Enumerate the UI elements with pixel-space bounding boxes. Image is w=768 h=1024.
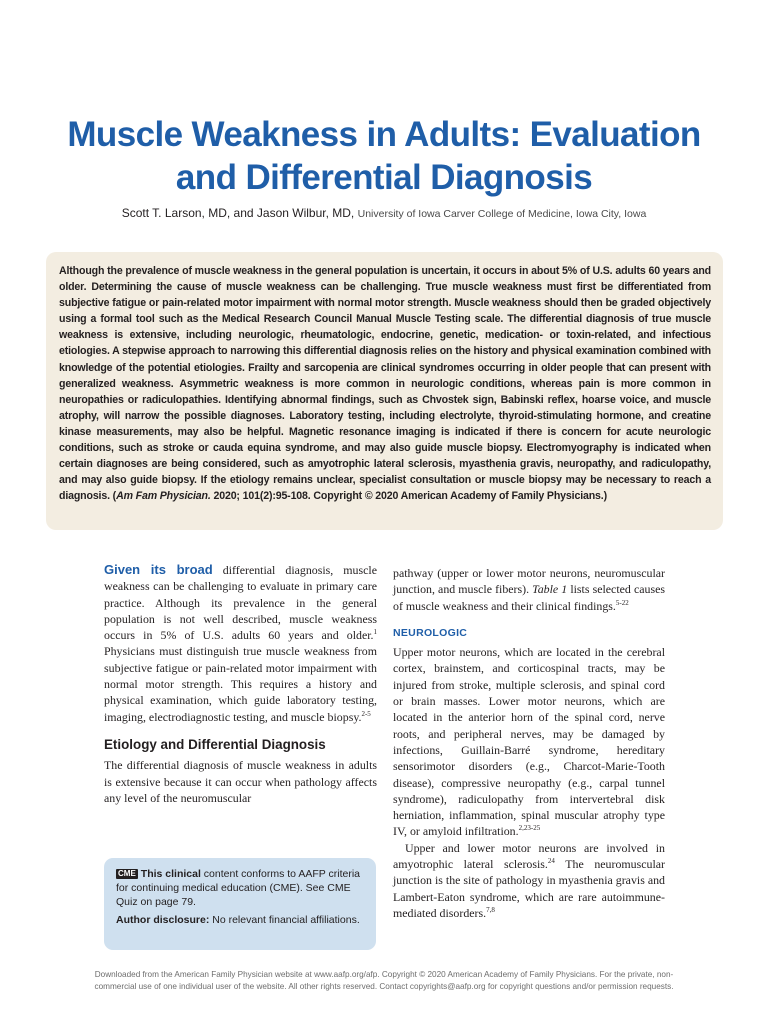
intro-text: differential diagnosis, muscle weakness can be challenging to evaluate in primary care practice. Although its prevalence in the general population is not well described, muscle weakness occurs in 5% of U.S. adults 60 years and older. [104,563,377,643]
ref-superscript: 2,23-25 [518,824,541,833]
ref-superscript: 1 [373,628,377,637]
cme-logo: CME [118,869,136,878]
disclosure-label: Author disclosure: [116,914,210,926]
authors: Scott T. Larson, MD, and Jason Wilbur, MD, [121,206,355,220]
continuation-text: pathway (upper or lower motor neurons, neuromuscular junction, and muscle fibers). [393,566,665,597]
table-reference: Table 1 [532,582,568,597]
ref-superscript: 7,8 [486,905,495,914]
neuro-text-2: Upper and lower motor neurons are involved in amyotrophic lateral sclerosis. [393,840,665,872]
ref-superscript: 5-22 [615,598,629,607]
neuro-text-1: Upper motor neurons, which are located in the cerebral cortex, brainstem, and corticospinal tracts, may be injured from stroke, multiple sclerosis, and spinal cord or brain masses. Lower motor neurons, which are located in the anterior horn of the spinal cord, nerve roots, and peripheral nerves, may be damaged by infections, Guillain-Barré syndrome, hereditary sensorimotor disorders (e.g., Charcot-Marie-Tooth disease), compressive neuropathy (e.g., carpal tunnel syndrome), radiculopathy from intervertebral disk herniation, inflammation, spinal muscular atrophy type IV, or amyloid infiltration. [393,645,665,839]
abstract-citation: 2020; 101(2):95-108. Copyright © 2020 American Academy of Family Physicians.) [210,490,607,503]
intro-lead: Given its broad [104,562,213,577]
neurologic-paragraph-1 [393,644,665,840]
intro-text-2: Physicians must distinguish true muscle weakness from subjective fatigue or pain-related motor impairment with normal motor strength. This requires a history and physical examination, which guide laboratory testing, imaging, electrodiagnostic testing, and muscle biopsy. [104,644,377,724]
abstract-main: Although the prevalence of muscle weakness in the general population is uncertain, it occurs in about 5% of U.S. adults 60 years and older. Determining the cause of muscle weakness can be challenging. True muscle weakness must first be differentiated from subjective fatigue or pain-related motor impairment with normal motor strength. Muscle weakness should then be graded objectively using a formal tool such as the Medical Research Council Manual Muscle Testing scale. The differential diagnosis of true muscle weakness is extensive, including neurologic, rheumatologic, endocrine, genetic, medication- or toxin-related, and infectious etiologies. A stepwise approach to narrowing this differential diagnosis relies on the history and physical examination combined with knowledge of the potential etiologies. Frailty and sarcopenia are clinical syndromes occurring in older people that can present with generalized weakness. Asymmetric weakness is more common in neurologic conditions, whereas pain is more common in neuropathies or radiculopathies. Identifying abnormal findings, such as Chvostek sign, Babinski reflex, hoarse voice, and muscle atrophy, will narrow the possible diagnoses. Laboratory testing, including electrolyte, thyroid-stimulating hormone, and creatine kinase measurements, may also be helpful. Magnetic resonance imaging is indicated if there is concern for acute neurologic conditions, such as stroke or cauda equina syndrome, and may also guide muscle biopsy. Electromyography is indicated when certain diagnoses are being considered, such as amyotrophic lateral sclerosis, myasthenia gravis, neuropathy, and radiculopathy, and may also guide biopsy. If the etiology remains unclear, specialist consultation or muscle biopsy may be necessary to reach a diagnosis. ( [59,265,711,503]
intro-paragraph [104,562,377,725]
etiology-heading: Etiology and Differential Diagnosis [104,736,326,752]
neurologic-paragraph-2 [393,840,665,921]
cme-lead: This clinical [140,868,201,880]
cme-statement [116,867,364,909]
abstract-box [46,252,723,530]
continuation-text-2: lists selected causes of muscle weakness and their clinical findings. [393,582,665,613]
footer-line-2: commercial use of one individual user of the website. All other rights reserved. Contact copyrights@aafp.org for copyright questions and/or permission requests. [94,982,674,991]
journal-name: Am Fam Physician. [116,490,211,503]
article-title [40,113,728,199]
ref-superscript: 24 [547,857,555,866]
abstract-text [59,263,711,504]
title-line-1: Muscle Weakness in Adults: Evaluation [67,115,701,154]
neuro-text-2b: The neuromuscular junction is the site of pathology in myasthenia gravis and Lambert-Eaton syndrome, which are rare autoimmune-mediated disorders. [393,857,665,920]
cme-box [104,858,376,950]
disclosure-text: No relevant financial affiliations. [209,914,360,926]
footer-line-1: Downloaded from the American Family Physician website at www.aafp.org/afp. Copyright © 2020 American Academy of Family Physicians. For the private, non- [94,970,674,979]
footer [30,969,738,993]
neurologic-heading: NEUROLOGIC [393,626,468,639]
right-column [393,565,665,921]
author-disclosure [116,913,364,927]
cme-text: content conforms to AAFP criteria for continuing medical education (CME). See CME Quiz on page 79. [116,868,361,908]
ref-superscript: 2-5 [361,709,371,718]
etiology-paragraph: The differential diagnosis of muscle weakness in adults is extensive because it can occur when pathology affects any level of the neuromuscular [104,758,377,805]
left-column [104,562,377,806]
byline [20,206,748,220]
continuation-paragraph [393,565,665,614]
affiliation: University of Iowa Carver College of Medicine, Iowa City, Iowa [357,208,647,220]
title-line-2: and Differential Diagnosis [175,158,593,197]
